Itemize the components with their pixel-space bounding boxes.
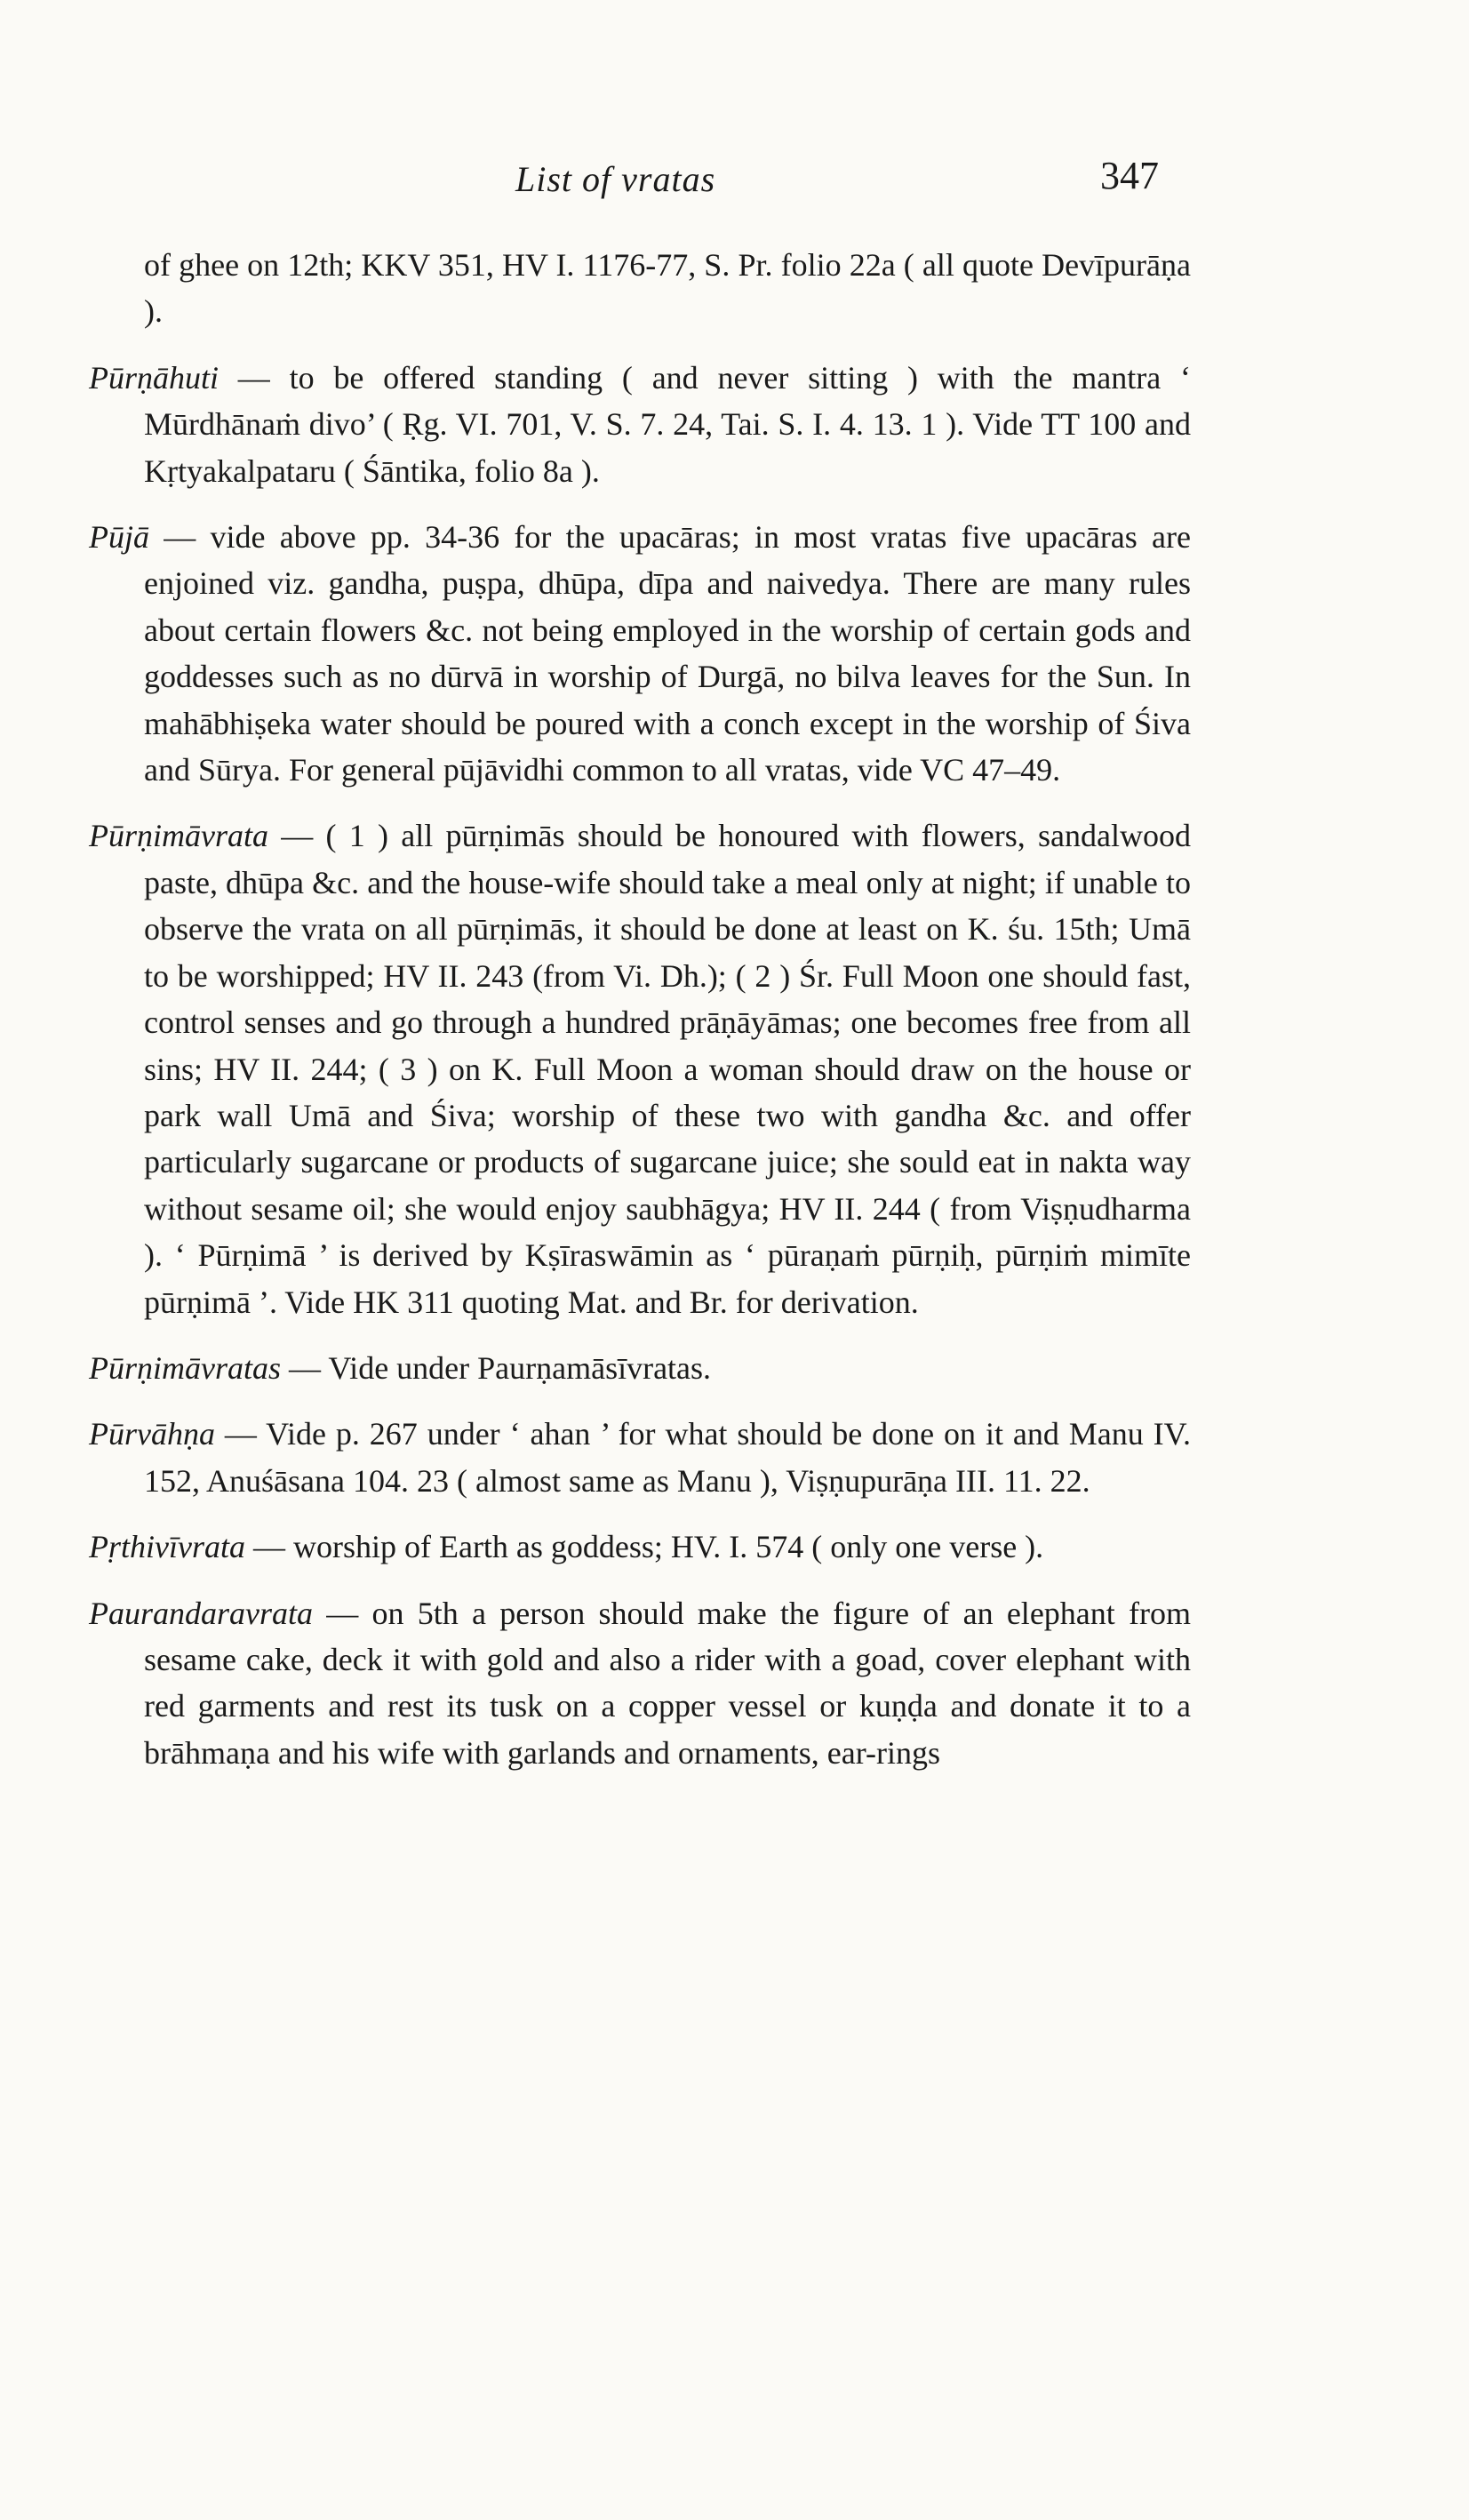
- entry-puja: [89, 514, 1191, 793]
- entry-text: — Vide p. 267 under ‘ ahan ’ for what should be done on it and Manu IV. 152, Anuśāsana 104. 23 ( almost same as Manu ), Viṣṇupurāṇa III. 11. 22.: [144, 1416, 1191, 1499]
- entry-text: — Vide under Paurṇamāsīvratas.: [281, 1349, 712, 1386]
- entry-term: Pṛthivīvrata: [89, 1529, 245, 1565]
- entry-prthivivrata: [89, 1524, 1191, 1570]
- entry-purvahna: [89, 1411, 1191, 1504]
- entry-paurandaravrata: [89, 1590, 1191, 1777]
- page-body: [89, 242, 1191, 1796]
- entry-text: — worship of Earth as goddess; HV. I. 574 ( only one verse ).: [244, 1529, 1044, 1565]
- entry-purnahuti: [89, 355, 1191, 494]
- entry-term: Pūjā: [89, 519, 149, 556]
- entry-term: Pūrṇimāvrata: [89, 818, 268, 854]
- entry-term: Paurandaravrata: [89, 1595, 313, 1631]
- entry-purnimavratas: [89, 1345, 1191, 1391]
- page-number: 347: [1100, 154, 1159, 197]
- entry-purnimavrata: [89, 812, 1191, 1324]
- entry-term: Pūrṇāhuti: [89, 359, 220, 396]
- entry-text: of ghee on 12th; KKV 351, HV I. 1176-77, S. Pr. folio 22a ( all quote Devīpurāṇa ).: [144, 247, 1191, 330]
- entry-term: Pūrṇimāvratas: [89, 1349, 281, 1386]
- page-header: [0, 154, 1469, 212]
- running-title: List of vratas: [515, 159, 716, 199]
- entry-text: — ( 1 ) all pūrṇimās should be honoured with flowers, sandalwood paste, dhūpa &c. and the house-wife should take a meal only at night; if unable to observe the vrata on all pūrṇimās, it should be done at least on K. śu. 15th; Umā to be worshipped; HV II. 243 (from Vi. Dh.); ( 2 ) Śr. Full Moon one should fast, control senses and go through a hundred prāṇāyāmas; one becomes free from all sins; HV II. 244; ( 3 ) on K. Full Moon a woman should draw on the house or park wall Umā and Śiva; worship of these two with gandha &c. and offer particularly sugarcane or products of sugarcane juice; she sould eat in nakta way without sesame oil; she would enjoy saubhāgya; HV II. 244 ( from Viṣṇudharma ). ‘ Pūrṇimā ’ is derived by Kṣīraswāmin as ‘ pūraṇaṁ pūrṇiḥ, pūrṇiṁ mimīte pūrṇimā ’. Vide HK 311 quoting Mat. and Br. for derivation.: [144, 818, 1191, 1320]
- entry-term: Pūrvāhṇa: [89, 1416, 215, 1452]
- entry-continuation: [144, 242, 1191, 335]
- entry-text: — on 5th a person should make the figure of an elephant from sesame cake, deck it with gold and also a rider with a goad, cover elephant with red garments and rest its tusk on a copper vessel or kuṇḍa and donate it to a brāhmaṇa and his wife with garlands and ornaments, ear-rings: [144, 1595, 1191, 1771]
- entry-text: — vide above pp. 34-36 for the upacāras; in most vratas five upacāras are enjoined viz. gandha, puṣpa, dhūpa, dīpa and naivedya. There are many rules about certain flowers &c. not being employed in the worship of certain gods and goddesses such as no dūrvā in worship of Durgā, no bilva leaves for the Sun. In mahābhiṣeka water should be poured with a conch except in the worship of Śiva and Sūrya. For general pūjāvidhi common to all vratas, vide VC 47–49.: [144, 519, 1191, 788]
- entry-text: — to be offered standing ( and never sitting ) with the mantra ‘ Mūrdhānaṁ divo’ ( Ṛg. VI. 701, V. S. 7. 24, Tai. S. I. 4. 13. 1 ). Vide TT 100 and Kṛtyakalpataru ( Śāntika, folio 8a ).: [144, 359, 1191, 489]
